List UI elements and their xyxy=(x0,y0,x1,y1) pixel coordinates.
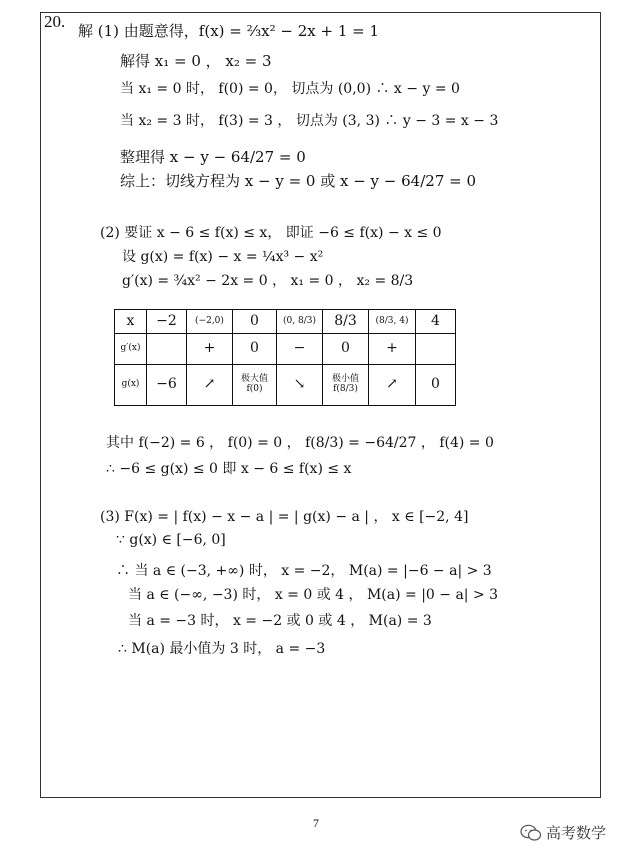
table-cell: (0, 8/3) xyxy=(277,310,323,334)
table-cell: 0 xyxy=(233,310,277,334)
part2-tail-line-2: ∴ −6 ≤ g(x) ≤ 0 即 x − 6 ≤ f(x) ≤ x xyxy=(106,461,352,477)
page-number: 7 xyxy=(313,816,319,830)
part1-line-4: 当 x₂ = 3 时， f(3) = 3 ， 切点为 (3, 3) ∴ y − 3 = x − 3 xyxy=(120,113,499,129)
part1-line-3: 当 x₁ = 0 时， f(0) = 0， 切点为 (0,0) ∴ x − y = 0 xyxy=(120,81,460,97)
table-cell: g(x) xyxy=(115,365,147,406)
table-row-derivative xyxy=(115,334,456,365)
part1-line-6: 综上：切线方程为 x − y = 0 或 x − y − 64/27 = 0 xyxy=(120,172,477,190)
part3-line-1: (3) F(x) = | f(x) − x − a | = | g(x) − a | ， x ∈ [−2, 4] xyxy=(100,509,469,525)
table-cell xyxy=(147,334,187,365)
part2-line-3: g′(x) = ¾x² − 2x = 0 ， x₁ = 0 ， x₂ = 8/3 xyxy=(122,273,414,289)
table-cell: 4 xyxy=(416,310,456,334)
part3-line-3: ∴ 当 a ∈ (−3, +∞) 时， x = −2， M(a) = |−6 − a| > 3 xyxy=(116,563,492,579)
table-cell: 0 xyxy=(416,365,456,406)
table-cell: 极小值 f(8/3) xyxy=(323,365,369,406)
variation-table xyxy=(114,309,456,406)
table-cell: ↗ xyxy=(187,365,233,406)
part3-line-6: ∴ M(a) 最小值为 3 时， a = −3 xyxy=(118,641,326,657)
table-cell: −2 xyxy=(147,310,187,334)
table-cell xyxy=(416,334,456,365)
part1-line-5: 整理得 x − y − 64/27 = 0 xyxy=(120,148,306,166)
table-cell: x xyxy=(115,310,147,334)
table-cell: (−2,0) xyxy=(187,310,233,334)
part2-line-2: 设 g(x) = f(x) − x = ¼x³ − x² xyxy=(122,249,324,265)
part3-line-4: 当 a ∈ (−∞, −3) 时， x = 0 或 4 ， M(a) = |0 − a| > 3 xyxy=(128,587,499,603)
table-cell: + xyxy=(187,334,233,365)
table-cell: 0 xyxy=(323,334,369,365)
table-cell: 0 xyxy=(233,334,277,365)
question-number: 20. xyxy=(44,12,66,31)
table-cell: ↘ xyxy=(277,365,323,406)
part2-tail-line-1: 其中 f(−2) = 6 ， f(0) = 0 ， f(8/3) = −64/27 ， f(4) = 0 xyxy=(106,435,494,451)
table-cell: −6 xyxy=(147,365,187,406)
part1-line-2: 解得 x₁ = 0 ， x₂ = 3 xyxy=(120,52,272,70)
part3-line-2: ∵ g(x) ∈ [−6, 0] xyxy=(116,532,226,548)
table-cell: 8/3 xyxy=(323,310,369,334)
table-cell: (8/3, 4) xyxy=(369,310,416,334)
part2-line-1: (2) 要证 x − 6 ≤ f(x) ≤ x， 即证 −6 ≤ f(x) − x ≤ 0 xyxy=(100,225,442,241)
watermark-text: 高考数学 xyxy=(546,824,607,842)
table-cell: + xyxy=(369,334,416,365)
table-cell: − xyxy=(277,334,323,365)
part1-line-1: 解 (1) 由题意得，f(x) = ⅔x² − 2x + 1 = 1 xyxy=(78,22,380,40)
wechat-icon xyxy=(520,824,542,842)
table-cell: 极大值 f(0) xyxy=(233,365,277,406)
part3-line-5: 当 a = −3 时， x = −2 或 0 或 4 ， M(a) = 3 xyxy=(128,613,432,629)
table-cell: g′(x) xyxy=(115,334,147,365)
table-cell: ↗ xyxy=(369,365,416,406)
watermark xyxy=(520,822,606,843)
table-row-function xyxy=(115,365,456,406)
table-row-header xyxy=(115,310,456,334)
